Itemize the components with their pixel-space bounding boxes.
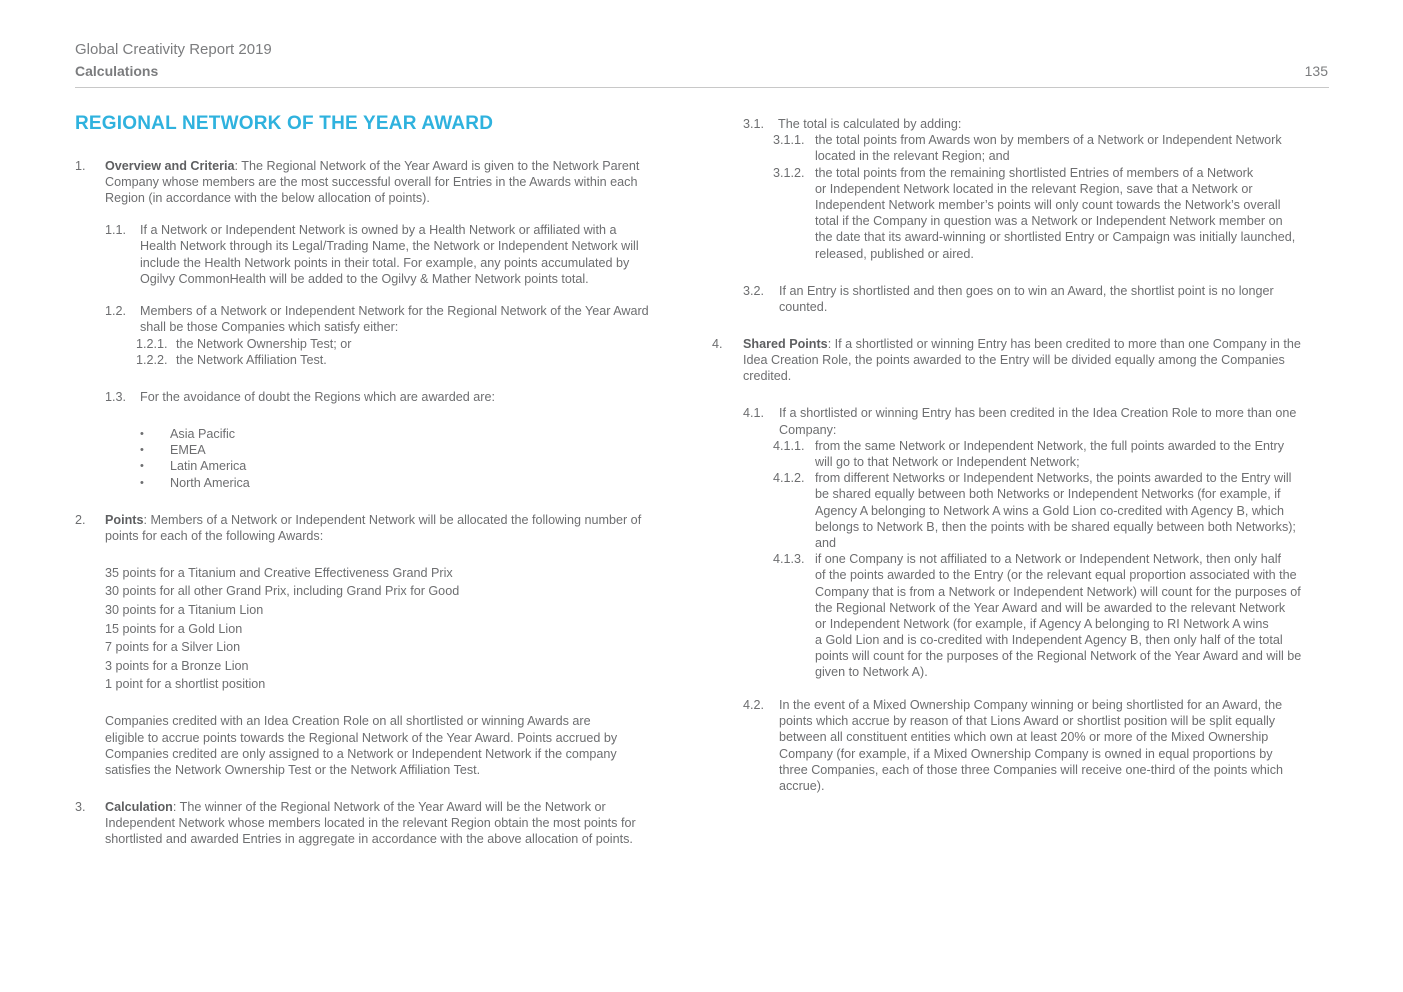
region-item: Latin America xyxy=(170,459,247,473)
term: Shared Points xyxy=(743,337,828,351)
paragraph-line: points which accrue by reason of that Lions Award or shortlist position will be split equally xyxy=(779,714,1276,728)
paragraph-line: Members of a Network or Independent Network for the Regional Network of the Year Award xyxy=(140,304,649,318)
paragraph-line xyxy=(105,158,639,174)
paragraph-line: points will count for the purposes of the Regional Network of the Year Award and will be xyxy=(815,649,1302,663)
subclause-number: 4.1.1. xyxy=(773,439,805,453)
paragraph-line: Independent Network whose members located in the relevant Region obtain the most points for xyxy=(105,816,636,830)
paragraph-line: or Independent Network located in the relevant Region, save that a Network or xyxy=(815,182,1253,196)
paragraph-line xyxy=(105,512,641,528)
paragraph-line: be shared equally between both Networks or Independent Networks (for example, if xyxy=(815,487,1281,501)
text: : The winner of the Regional Network of the Year Award will be the Network or xyxy=(172,800,606,814)
clause-number: 3.1. xyxy=(743,117,765,131)
clause-number: 3.2. xyxy=(743,284,765,298)
term: Points xyxy=(105,513,144,527)
points-item: 30 points for a Titanium Lion xyxy=(105,603,264,617)
clause-number: 4.2. xyxy=(743,698,765,712)
subclause-number: 3.1.2. xyxy=(773,166,805,180)
paragraph-line: shortlisted and awarded Entries in aggregate in accordance with the above allocation of points. xyxy=(105,832,633,846)
clause-number: 4.1. xyxy=(743,406,765,420)
region-item: Asia Pacific xyxy=(170,427,236,441)
page-title: REGIONAL NETWORK OF THE YEAR AWARD xyxy=(75,113,494,134)
bullet: • xyxy=(140,444,144,456)
paragraph-line: The total is calculated by adding: xyxy=(778,117,962,131)
paragraph-line: between all constituent entities which own at least 20% or more of the Mixed Ownership xyxy=(779,730,1269,744)
paragraph-line: Company whose members are the most successful overall for Entries in the Awards within each xyxy=(105,175,638,189)
bullet: • xyxy=(140,428,144,440)
subclause-number: 4.1.2. xyxy=(773,471,805,485)
paragraph-line: Company (for example, if a Mixed Ownership Company is owned in equal proportions by xyxy=(779,747,1273,761)
points-item: 30 points for all other Grand Prix, including Grand Prix for Good xyxy=(105,584,460,598)
paragraph-line: satisfies the Network Ownership Test or the Network Affiliation Test. xyxy=(105,763,481,777)
paragraph-line: If a Network or Independent Network is owned by a Health Network or affiliated with a xyxy=(140,223,617,237)
section-number: 2. xyxy=(75,513,86,527)
paragraph-line: include the Health Network points in their total. For example, any points accumulated by xyxy=(140,256,630,270)
paragraph-line: from the same Network or Independent Network, the full points awarded to the Entry xyxy=(815,439,1285,453)
term: Calculation xyxy=(105,800,173,814)
text: : If a shortlisted or winning Entry has been credited to more than one Company in the xyxy=(827,337,1301,351)
paragraph-line: If a shortlisted or winning Entry has been credited in the Idea Creation Role to more than one xyxy=(779,406,1297,420)
points-item: 15 points for a Gold Lion xyxy=(105,622,243,636)
points-item: 7 points for a Silver Lion xyxy=(105,640,241,654)
section-number: 4. xyxy=(712,337,723,351)
paragraph-line: belongs to Network B, then the points with be shared equally between both Networks); xyxy=(815,520,1296,534)
paragraph-line: Companies credited with an Idea Creation Role on all shortlisted or winning Awards are xyxy=(105,714,591,728)
region-item: EMEA xyxy=(170,443,206,457)
subclause-number: 4.1.3. xyxy=(773,552,805,566)
paragraph-line: or Independent Network (for example, if Agency A belonging to RI Network A wins xyxy=(815,617,1269,631)
subclause-number: 1.2.1. xyxy=(136,337,168,351)
paragraph-line: a Gold Lion and is co-credited with Independent Agency B, then only half of the total xyxy=(815,633,1283,647)
term: Overview and Criteria xyxy=(105,159,235,173)
paragraph-line: the total points from the remaining shortlisted Entries of members of a Network xyxy=(815,166,1254,180)
paragraph-line: given to Network A). xyxy=(815,665,928,679)
paragraph-line: the Regional Network of the Year Award and will be awarded to the relevant Network xyxy=(815,601,1286,615)
paragraph-line: released, published or aired. xyxy=(815,247,974,261)
section-title: Calculations xyxy=(75,63,159,79)
paragraph-line: Company: xyxy=(779,423,837,437)
clause-number: 1.3. xyxy=(105,390,127,404)
paragraph-line: For the avoidance of doubt the Regions which are awarded are: xyxy=(140,390,495,404)
paragraph-line: will go to that Network or Independent Network; xyxy=(815,455,1080,469)
paragraph-line: credited. xyxy=(743,369,792,383)
section-number: 3. xyxy=(75,800,86,814)
paragraph-line: Companies credited are only assigned to a Network or Independent Network if the company xyxy=(105,747,617,761)
paragraph-line: In the event of a Mixed Ownership Company winning or being shortlisted for an Award, the xyxy=(779,698,1283,712)
paragraph-line: accrue). xyxy=(779,779,825,793)
paragraph-line: the Network Affiliation Test. xyxy=(176,353,327,367)
paragraph-line: the total points from Awards won by members of a Network or Independent Network xyxy=(815,133,1282,147)
points-item: 1 point for a shortlist position xyxy=(105,677,266,691)
text: : The Regional Network of the Year Award is given to the Network Parent xyxy=(234,159,640,173)
paragraph-line: Health Network through its Legal/Trading Name, the Network or Independent Network will xyxy=(140,239,639,253)
points-item: 3 points for a Bronze Lion xyxy=(105,659,249,673)
paragraph-line: total if the Company in question was a Network or Independent Network member on xyxy=(815,214,1283,228)
paragraph-line: three Companies, each of those three Companies will receive one-third of the points which xyxy=(779,763,1284,777)
paragraph-line: from different Networks or Independent Networks, the points awarded to the Entry will xyxy=(815,471,1292,485)
bullet: • xyxy=(140,477,144,489)
paragraph-line: and xyxy=(815,536,837,550)
paragraph-line: located in the relevant Region; and xyxy=(815,149,1010,163)
region-item: North America xyxy=(170,476,250,490)
bullet: • xyxy=(140,460,144,472)
subclause-number: 1.2.2. xyxy=(136,353,168,367)
paragraph-line xyxy=(743,336,1301,352)
text: : Members of a Network or Independent Network will be allocated the following number of xyxy=(143,513,642,527)
points-item: 35 points for a Titanium and Creative Effectiveness Grand Prix xyxy=(105,566,453,580)
paragraph-line: the date that its award-winning or shortlisted Entry or Campaign was initially launched, xyxy=(815,230,1296,244)
report-title: Global Creativity Report 2019 xyxy=(75,41,272,58)
paragraph-line: the Network Ownership Test; or xyxy=(176,337,352,351)
paragraph-line: Idea Creation Role, the points awarded to the Entry will be divided equally among the Companies xyxy=(743,353,1285,367)
paragraph-line: counted. xyxy=(779,300,828,314)
subclause-number: 3.1.1. xyxy=(773,133,805,147)
clause-number: 1.2. xyxy=(105,304,127,318)
paragraph-line: of the points awarded to the Entry (or the relevant equal proportion associated with the xyxy=(815,568,1297,582)
paragraph-line: If an Entry is shortlisted and then goes on to win an Award, the shortlist point is no longer xyxy=(779,284,1274,298)
paragraph-line: points for each of the following Awards: xyxy=(105,529,324,543)
paragraph-line: eligible to accrue points towards the Regional Network of the Year Award. Points accrued by xyxy=(105,731,618,745)
paragraph-line: Ogilvy CommonHealth will be added to the Ogilvy & Mather Network points total. xyxy=(140,272,589,286)
paragraph-line: Company that is from a Network or Independent Network) will count for the purposes of xyxy=(815,585,1301,599)
paragraph-line: Agency A belonging to Network A wins a Gold Lion co-credited with Agency B, which xyxy=(815,504,1285,518)
paragraph-line: Region (in accordance with the below allocation of points). xyxy=(105,191,430,205)
page-number: 135 xyxy=(1304,63,1328,79)
paragraph-line xyxy=(105,799,606,815)
paragraph-line: if one Company is not affiliated to a Network or Independent Network, then only half xyxy=(815,552,1282,566)
header-divider xyxy=(75,87,1329,88)
section-number: 1. xyxy=(75,159,86,173)
clause-number: 1.1. xyxy=(105,223,127,237)
paragraph-line: Independent Network member’s points will only count towards the Network’s overall xyxy=(815,198,1281,212)
paragraph-line: shall be those Companies which satisfy either: xyxy=(140,320,399,334)
